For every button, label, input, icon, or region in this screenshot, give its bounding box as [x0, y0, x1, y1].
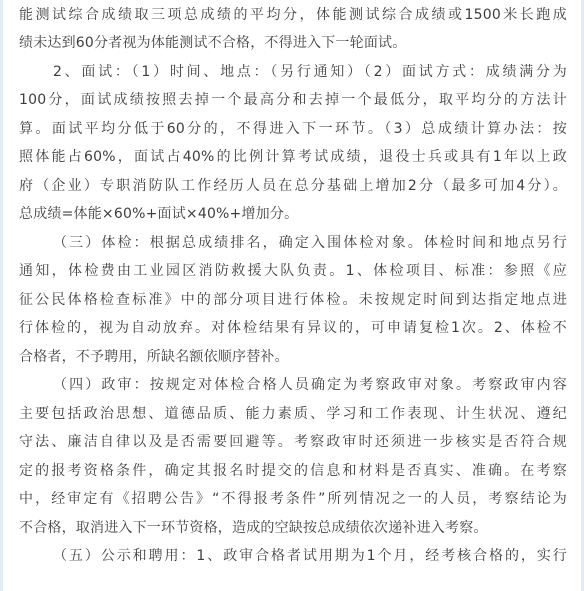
paragraph-line: 定的报考资格条件，确定其报名时提交的信息和材料是否真实、准确。在考察: [19, 463, 567, 479]
paragraph-line: 2、面试：（1）时间、地点：（另行通知）（2）面试方式：成绩满分为: [53, 64, 567, 80]
paragraph-line: （五）公示和聘用：1、政审合格者试用期为1个月，经考核合格的，实行: [53, 548, 567, 564]
paragraph-line: 合格者，不予聘用，所缺名额依顺序替补。: [19, 349, 289, 365]
paragraph-line: （三）体检：根据总成绩排名，确定入围体检对象。体检时间和地点另行: [53, 235, 567, 251]
paragraph-line: 中，经审定有《招聘公告》“不得报考条件”所列情况之一的人员，考察结论为: [19, 491, 567, 507]
paragraph-line: 主要包括政治思想、道德品质、能力素质、学习和工作表现、计生状况、遵纪: [19, 406, 567, 422]
paragraph-line: （四）政审：按规定对体检合格人员确定为考察政审对象。考察政审内容: [53, 377, 567, 393]
paragraph-line: 算。面试平均分低于60分的，不得进入下一环节。（3）总成绩计算办法：按: [19, 121, 567, 137]
paragraph-line: 总成绩=体能×60%+面试×40%+增加分。: [19, 206, 299, 222]
paragraph-line: 行体检的，视为自动放弃。对体检结果有异议的，可申请复检1次。2、体检不: [19, 320, 567, 336]
paragraph-line: 100分，面试成绩按照去掉一个最高分和去掉一个最低分，取平均分的方法计: [19, 92, 567, 108]
paragraph-line: 府（企业）专职消防队工作经历人员在总分基础上增加2分（最多可加4分）。: [19, 178, 567, 194]
paragraph-line: 通知，体检费由工业园区消防救援大队负责。1、体检项目、标准：参照《应: [19, 263, 567, 279]
paragraph-line: 征公民体格检查标准》中的部分项目进行体检。未按规定时间到达指定地点进: [19, 292, 567, 308]
paragraph-line: 能测试综合成绩取三项总成绩的平均分，体能测试综合成绩或1500米长跑成: [19, 7, 567, 23]
paragraph-line: 绩未达到60分者视为体能测试不合格，不得进入下一轮面试。: [19, 35, 407, 51]
paragraph-line: 守法、廉洁自律以及是否需要回避等。考察政审时还须进一步核实是否符合规: [19, 434, 567, 450]
paragraph-line: 不合格，取消进入下一环节资格，造成的空缺按总成绩依次递补进入考察。: [19, 520, 488, 536]
paragraph-line: 照体能占60%，面试占40%的比例计算考试成绩，退役士兵或具有1年以上政: [19, 149, 567, 165]
